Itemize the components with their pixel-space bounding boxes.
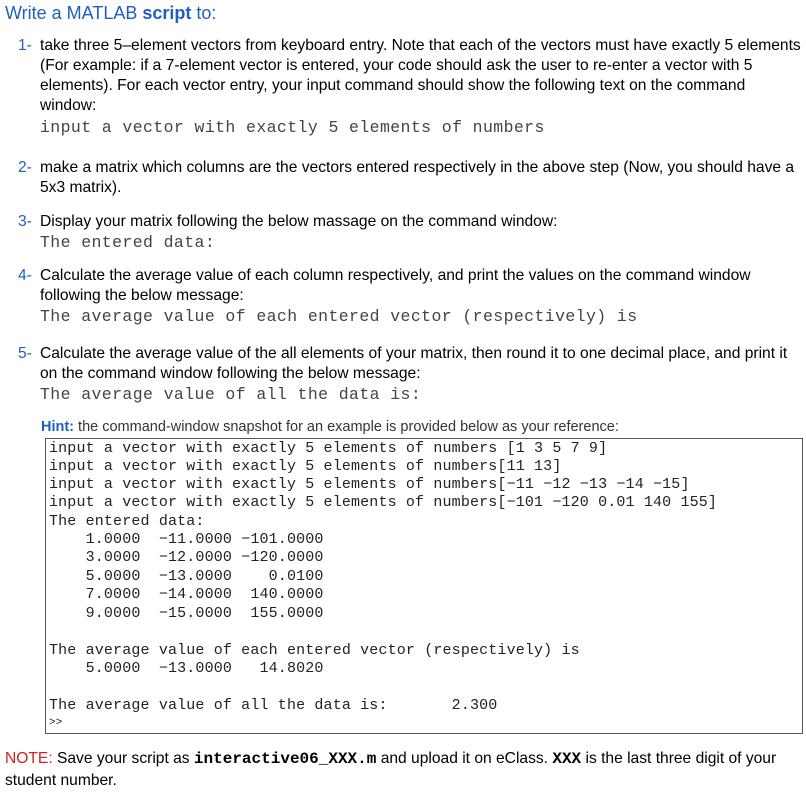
instruction-item-1 (18, 36, 802, 139)
instruction-item-5 (18, 344, 802, 406)
item-number: 3- (18, 213, 32, 230)
hint-text: Hint: the command-window snapshot for an example is provided below as your reference: (41, 419, 619, 435)
note-text: NOTE: Save your script as interactive06_XXX.m and upload it on eClass. XXX is the last three digit of your student number. (5, 750, 777, 789)
cmd-line: 5.0000 −13.0000 14.8020 (49, 660, 324, 677)
cmd-line: The average value of all the data is: 2.300 (49, 697, 498, 714)
instruction-item-4 (18, 266, 802, 328)
item-code: The average value of each entered vector (respectively) is (40, 307, 638, 326)
command-window-snapshot (45, 438, 803, 734)
instruction-item-3 (18, 212, 802, 254)
cmd-line: 7.0000 −14.0000 140.0000 (49, 586, 324, 603)
cmd-line: 5.0000 −13.0000 0.0100 (49, 568, 324, 585)
item-text: take three 5–element vectors from keyboard entry. Note that each of the vectors must have exactly 5 elements (For example: if a 7-element vector is entered, your code should ask the user to re-enter a vector with 5 elements). For each vector entry, your input command should show the following text on the command window: (40, 37, 801, 114)
instruction-item-2 (18, 158, 802, 198)
item-code: input a vector with exactly 5 elements of numbers (40, 118, 545, 137)
item-number: 4- (18, 267, 32, 284)
item-code: The average value of all the data is: (40, 385, 422, 404)
item-text: make a matrix which columns are the vectors entered respectively in the above step (Now, you should have a 5x3 matrix). (40, 159, 795, 196)
item-text: Calculate the average value of each column respectively, and print the values on the command window following the below message: (40, 267, 751, 304)
cmd-line: The entered data: (49, 513, 205, 530)
item-text: Calculate the average value of the all elements of your matrix, then round it to one decimal place, and print it on the command window following the below message: (40, 345, 788, 382)
item-number: 1- (18, 37, 32, 54)
cmd-line: 1.0000 −11.0000 −101.0000 (49, 531, 324, 548)
item-number: 2- (18, 159, 32, 176)
cmd-line: input a vector with exactly 5 elements of numbers[11 13] (49, 458, 562, 475)
item-number: 5- (18, 345, 32, 362)
cmd-line: input a vector with exactly 5 elements of numbers[−101 −120 0.01 140 155] (49, 494, 718, 511)
item-code: The entered data: (40, 233, 216, 252)
page-title: Write a MATLAB script to: (5, 3, 217, 23)
cmd-line: 3.0000 −12.0000 −120.0000 (49, 549, 324, 566)
cmd-line: 9.0000 −15.0000 155.0000 (49, 605, 324, 622)
cmd-line: The average value of each entered vector (respectively) is (49, 642, 580, 659)
cmd-line: input a vector with exactly 5 elements of numbers[−11 −12 −13 −14 −15] (49, 476, 690, 493)
cmd-line: input a vector with exactly 5 elements of numbers [1 3 5 7 9] (49, 440, 608, 457)
command-prompt: >> (49, 717, 63, 729)
item-text: Display your matrix following the below massage on the command window: (40, 213, 558, 230)
